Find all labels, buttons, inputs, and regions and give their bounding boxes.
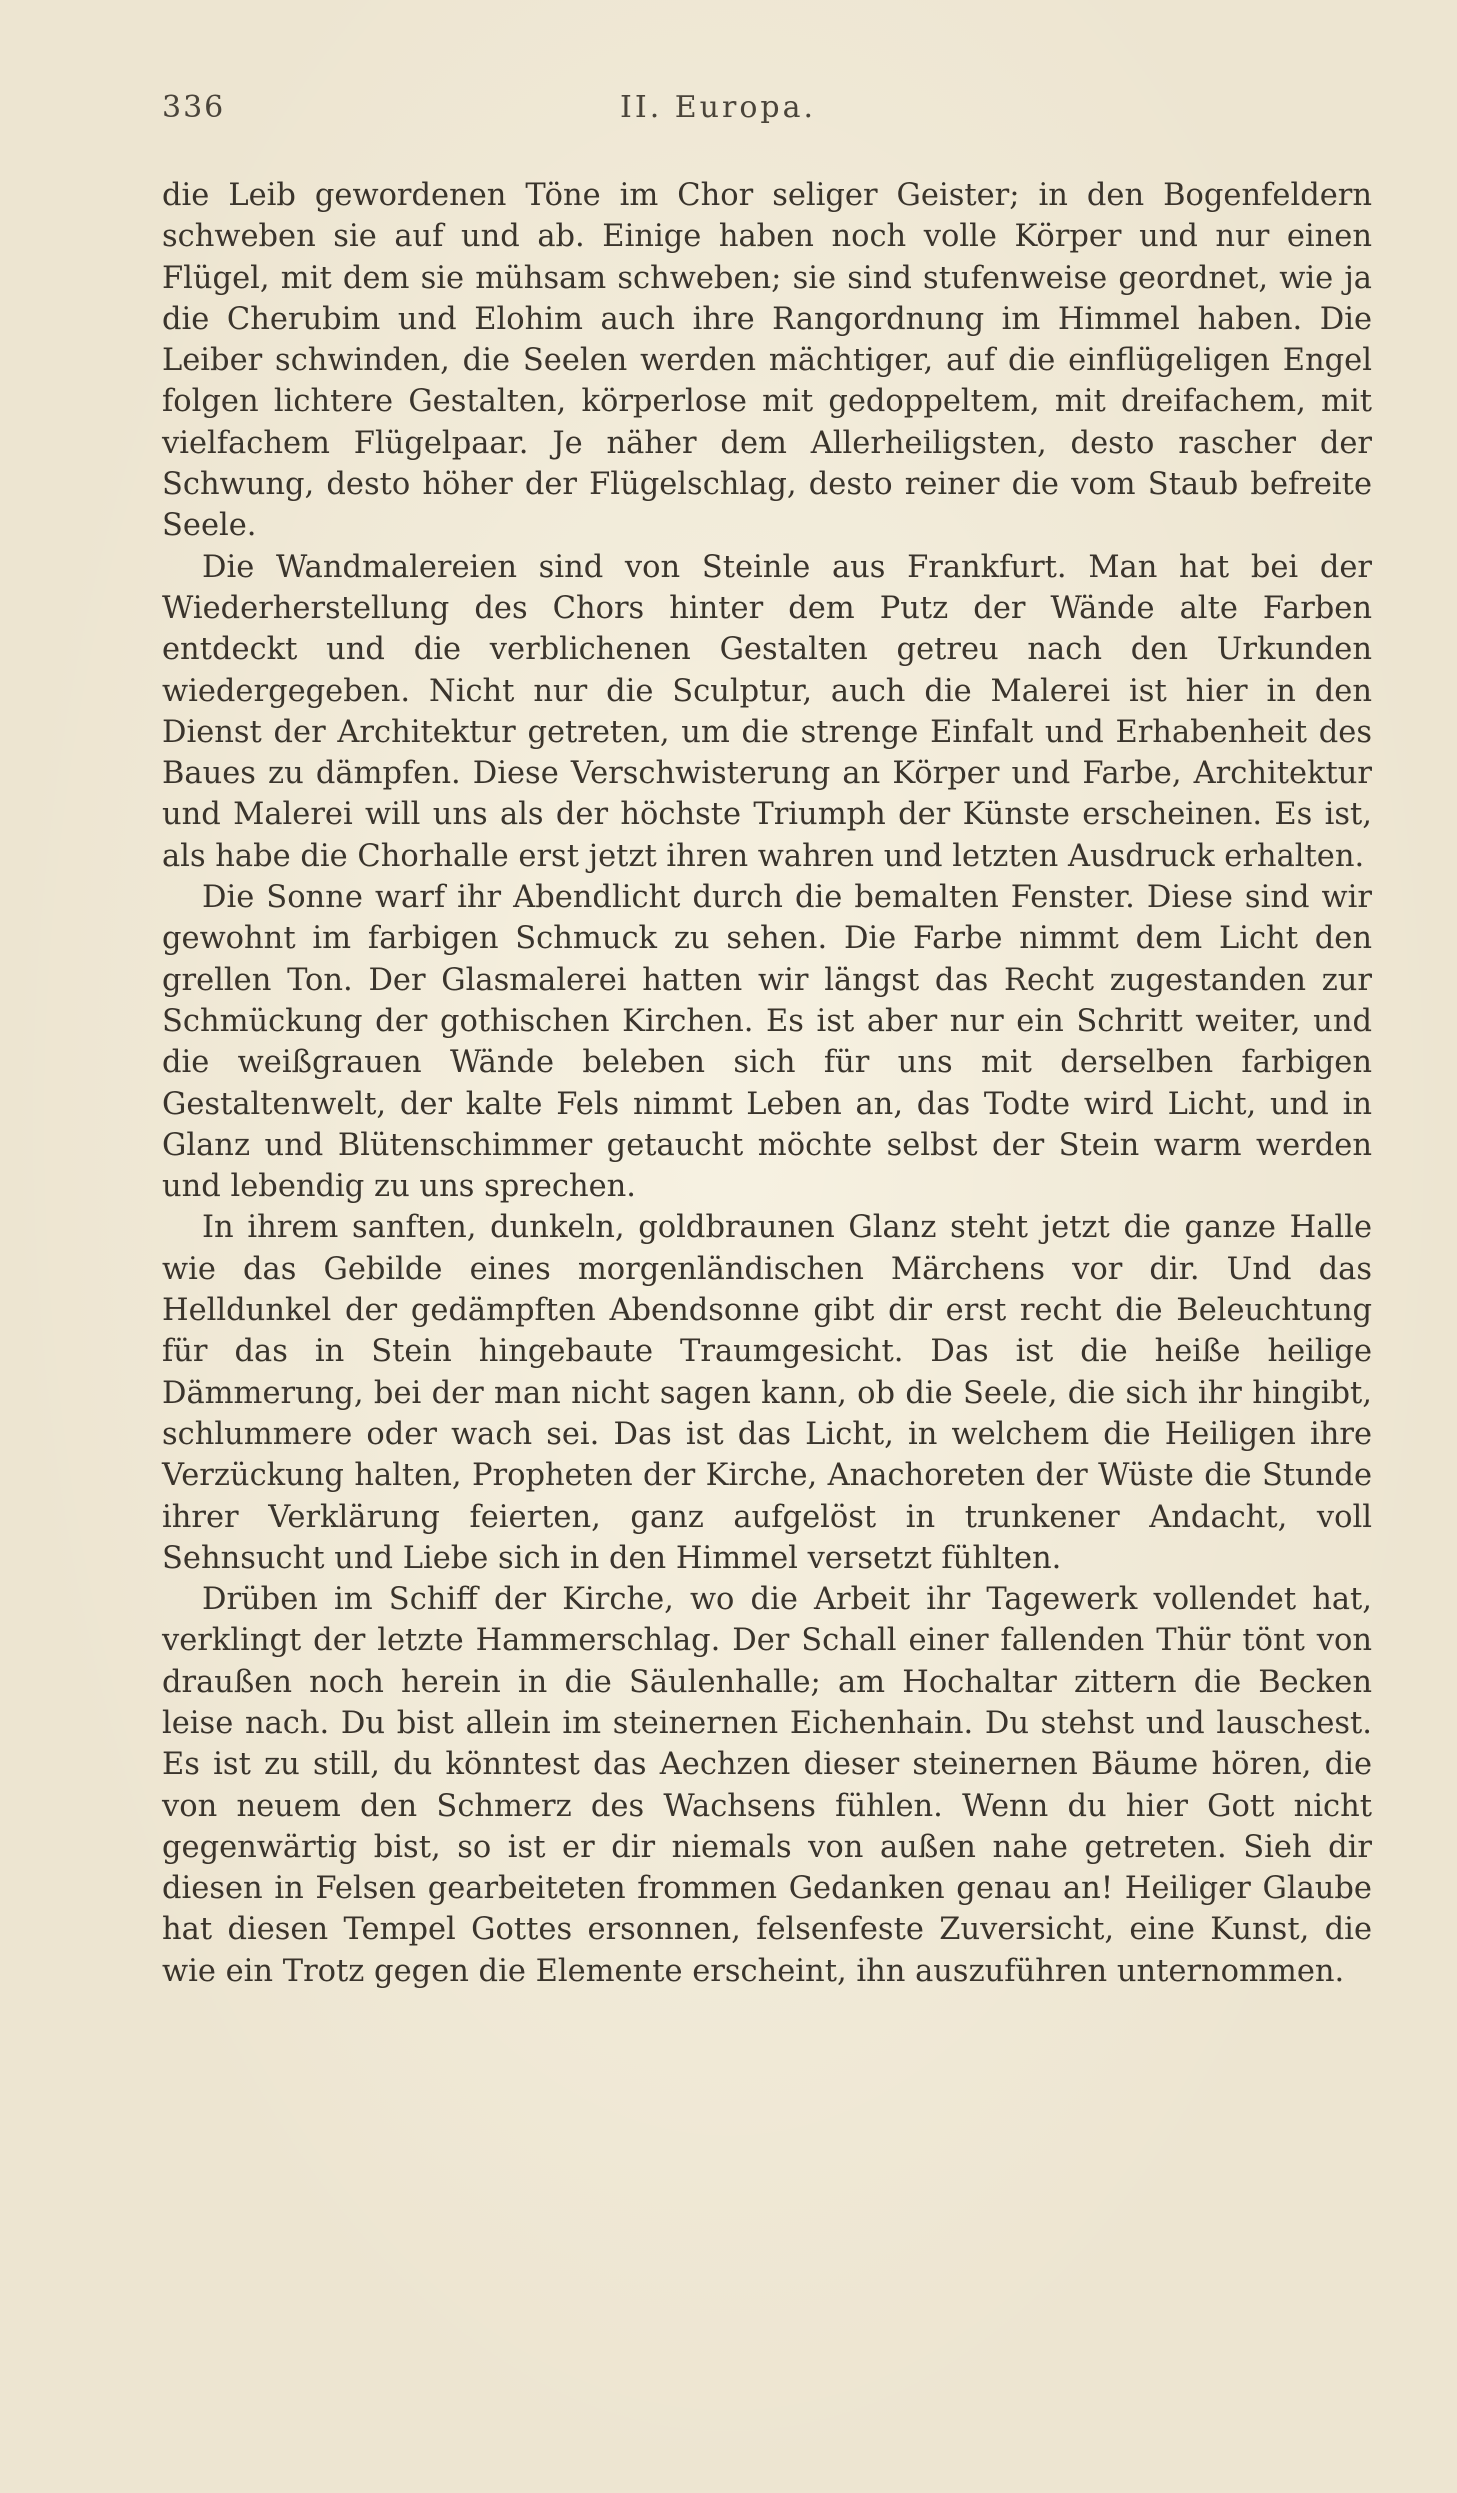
page-header bbox=[162, 90, 1372, 140]
body-text bbox=[162, 175, 1372, 1992]
page-number: 336 bbox=[162, 90, 226, 125]
running-head: II. Europa. bbox=[620, 90, 817, 125]
paragraph: Die Sonne warf ihr Abendlicht durch die bemalten Fenster. Diese sind wir gewohnt im farbigen Schmuck zu sehen. Die Farbe nimmt dem Licht den grellen Ton. Der Glasmalerei hatten wir längst das Recht zugestanden zur Schmückung der gothischen Kirchen. Es ist aber nur ein Schritt weiter, und die weißgrauen Wände beleben sich für uns mit derselben farbigen Gestaltenwelt, der kalte Fels nimmt Leben an, das Todte wird Licht, und in Glanz und Blütenschimmer getaucht möchte selbst der Stein warm werden und lebendig zu uns sprechen. bbox=[162, 880, 1372, 1205]
paragraph: In ihrem sanften, dunkeln, goldbraunen Glanz steht jetzt die ganze Halle wie das Gebilde eines morgenländischen Märchens vor dir. Und das Helldunkel der gedämpften Abendsonne gibt dir erst recht die Beleuchtung für das in Stein hingebaute Traumgesicht. Das ist die heiße heilige Dämmerung, bei der man nicht sagen kann, ob die Seele, die sich ihr hingibt, schlummere oder wach sei. Das ist das Licht, in welchem die Heiligen ihre Verzückung halten, Propheten der Kirche, Anachoreten der Wüste die Stunde ihrer Verklärung feierten, ganz aufgelöst in trunkener Andacht, voll Sehnsucht und Liebe sich in den Himmel versetzt fühlten. bbox=[162, 1210, 1372, 1576]
paragraph: die Leib gewordenen Töne im Chor seliger Geister; in den Bogenfeldern schweben sie auf und ab. Einige haben noch volle Körper und nur einen Flügel, mit dem sie mühsam schweben; sie sind stufenweise geordnet, wie ja die Cherubim und Elohim auch ihre Rangordnung im Himmel haben. Die Leiber schwinden, die Seelen werden mächtiger, auf die einflügeligen Engel folgen lichtere Gestalten, körperlose mit gedoppeltem, mit dreifachem, mit vielfachem Flügelpaar. Je näher dem Allerheiligsten, desto rascher der Schwung, desto höher der Flügelschlag, desto reiner die vom Staub befreite Seele. bbox=[162, 178, 1372, 544]
paragraph: Drüben im Schiff der Kirche, wo die Arbeit ihr Tagewerk vollendet hat, verklingt der letzte Hammerschlag. Der Schall einer fallenden Thür tönt von draußen noch herein in die Säulenhalle; am Hochaltar zittern die Becken leise nach. Du bist allein im steinernen Eichenhain. Du stehst und lauschest. Es ist zu still, du könntest das Aechzen dieser steinernen Bäume hören, die von neuem den Schmerz des Wachsens fühlen. Wenn du hier Gott nicht gegenwärtig bist, so ist er dir niemals von außen nahe getreten. Sieh dir diesen in Felsen gearbeiteten frommen Gedanken genau an! Heiliger Glaube hat diesen Tempel Gottes ersonnen, felsenfeste Zuversicht, eine Kunst, die wie ein Trotz gegen die Elemente erscheint, ihn auszuführen unternommen. bbox=[162, 1582, 1372, 1989]
paragraph: Die Wandmalereien sind von Steinle aus Frankfurt. Man hat bei der Wiederherstellung des Chors hinter dem Putz der Wände alte Farben entdeckt und die verblichenen Gestalten getreu nach den Urkunden wiedergegeben. Nicht nur die Sculptur, auch die Malerei ist hier in den Dienst der Architektur getreten, um die strenge Einfalt und Erhabenheit des Baues zu dämpfen. Diese Verschwisterung an Körper und Farbe, Architektur und Malerei will uns als der höchste Triumph der Künste erscheinen. Es ist, als habe die Chorhalle erst jetzt ihren wahren und letzten Ausdruck erhalten. bbox=[162, 549, 1372, 874]
